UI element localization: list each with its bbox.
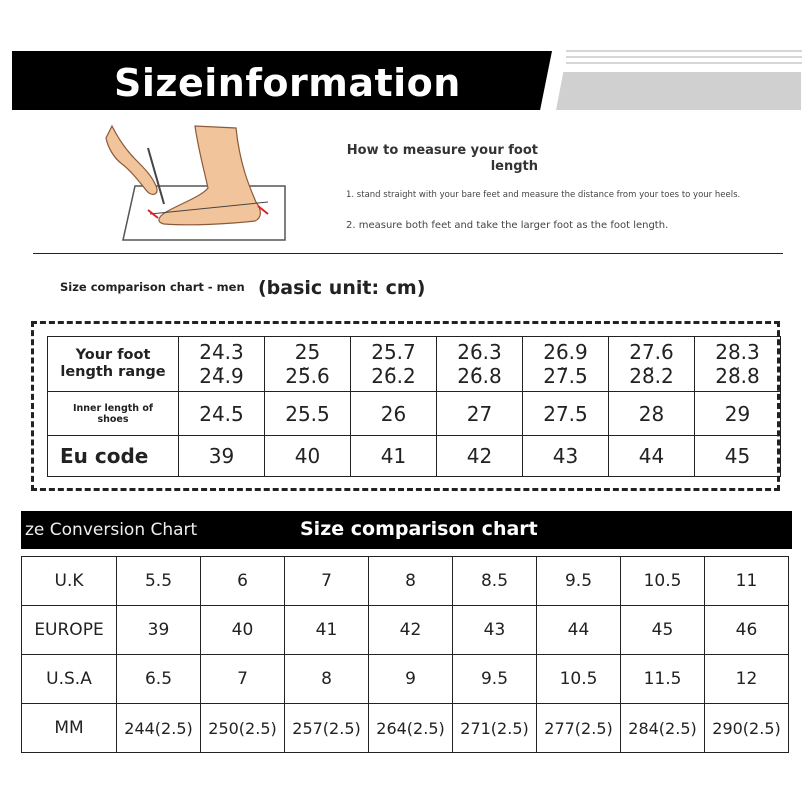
table-cell: 41: [285, 606, 369, 655]
table-cell: 11: [705, 557, 789, 606]
range-cell: 26.9 27̃.5: [523, 337, 609, 392]
inner-cell: 28: [609, 392, 695, 436]
table-row: [22, 557, 789, 606]
table-cell: 277(2.5): [537, 704, 621, 753]
measure-title: How to measure your foot length: [346, 143, 538, 174]
eu-cell: 42: [437, 436, 523, 477]
table-cell: 7: [285, 557, 369, 606]
table-row: [22, 606, 789, 655]
header-stripe: [566, 56, 802, 58]
eu-cell: 45: [695, 436, 781, 477]
table-cell: 8.5: [453, 557, 537, 606]
table-cell: 10.5: [537, 655, 621, 704]
table-cell: 9.5: [453, 655, 537, 704]
table-cell: 271(2.5): [453, 704, 537, 753]
table-cell: 264(2.5): [369, 704, 453, 753]
inner-cell: 25.5: [265, 392, 351, 436]
unit-label: (basic unit: cm): [258, 277, 426, 299]
row-label-usa: U.S.A: [22, 655, 117, 704]
row-header-inner: Inner length of shoes: [48, 392, 179, 436]
table-cell: 5.5: [117, 557, 201, 606]
inner-cell: 29: [695, 392, 781, 436]
table-cell: 46: [705, 606, 789, 655]
table-cell: 9: [369, 655, 453, 704]
table-row: [48, 436, 781, 477]
row-label-mm: MM: [22, 704, 117, 753]
range-cell: 26.3 26̃.8: [437, 337, 523, 392]
table-cell: 8: [369, 557, 453, 606]
table-cell: 6: [201, 557, 285, 606]
eu-cell: 39: [179, 436, 265, 477]
inner-cell: 27.5: [523, 392, 609, 436]
inner-cell: 24.5: [179, 392, 265, 436]
men-size-table: [47, 336, 781, 477]
table-cell: 40: [201, 606, 285, 655]
table-row: [22, 704, 789, 753]
table-cell: 11.5: [621, 655, 705, 704]
conversion-table: [21, 556, 789, 753]
men-chart-label: Size comparison chart - men: [60, 280, 245, 294]
table-row: [48, 392, 781, 436]
row-label-uk: U.K: [22, 557, 117, 606]
page-title: Sizeinformation: [114, 61, 461, 105]
table-cell: 8: [285, 655, 369, 704]
table-cell: 244(2.5): [117, 704, 201, 753]
table-cell: 43: [453, 606, 537, 655]
table-cell: 290(2.5): [705, 704, 789, 753]
table-cell: 12: [705, 655, 789, 704]
table-cell: 9.5: [537, 557, 621, 606]
conversion-chart-label: ze Conversion Chart: [25, 520, 198, 540]
range-cell: 25.7 26̃.2: [351, 337, 437, 392]
table-row: [48, 337, 781, 392]
table-cell: 6.5: [117, 655, 201, 704]
row-label-europe: EUROPE: [22, 606, 117, 655]
measure-step-1: 1. stand straight with your bare feet and measure the distance from your toes to your heels.: [346, 190, 741, 200]
eu-cell: 41: [351, 436, 437, 477]
foot-measure-illustration: [90, 118, 300, 246]
table-cell: 45: [621, 606, 705, 655]
row-header-eu: Eu code: [48, 436, 179, 477]
header-stripe: [566, 62, 802, 64]
table-cell: 250(2.5): [201, 704, 285, 753]
table-cell: 44: [537, 606, 621, 655]
eu-cell: 43: [523, 436, 609, 477]
table-cell: 39: [117, 606, 201, 655]
table-cell: 284(2.5): [621, 704, 705, 753]
range-cell: 28.3 28̃.8: [695, 337, 781, 392]
inner-cell: 26: [351, 392, 437, 436]
table-cell: 7: [201, 655, 285, 704]
table-cell: 257(2.5): [285, 704, 369, 753]
header-stripe: [566, 50, 802, 52]
header-accent: [556, 72, 801, 110]
range-cell: 25 25̃.6: [265, 337, 351, 392]
conversion-chart-title: Size comparison chart: [300, 518, 538, 540]
range-cell: 27.6 28̃.2: [609, 337, 695, 392]
row-header-range: Your foot length range: [48, 337, 179, 392]
eu-cell: 44: [609, 436, 695, 477]
table-cell: 10.5: [621, 557, 705, 606]
eu-cell: 40: [265, 436, 351, 477]
inner-cell: 27: [437, 392, 523, 436]
table-row: [22, 655, 789, 704]
table-cell: 42: [369, 606, 453, 655]
measure-step-2: 2. measure both feet and take the larger foot as the foot length.: [346, 220, 669, 231]
range-cell: 24.3 24̃.9: [179, 337, 265, 392]
section-divider: [33, 253, 783, 254]
